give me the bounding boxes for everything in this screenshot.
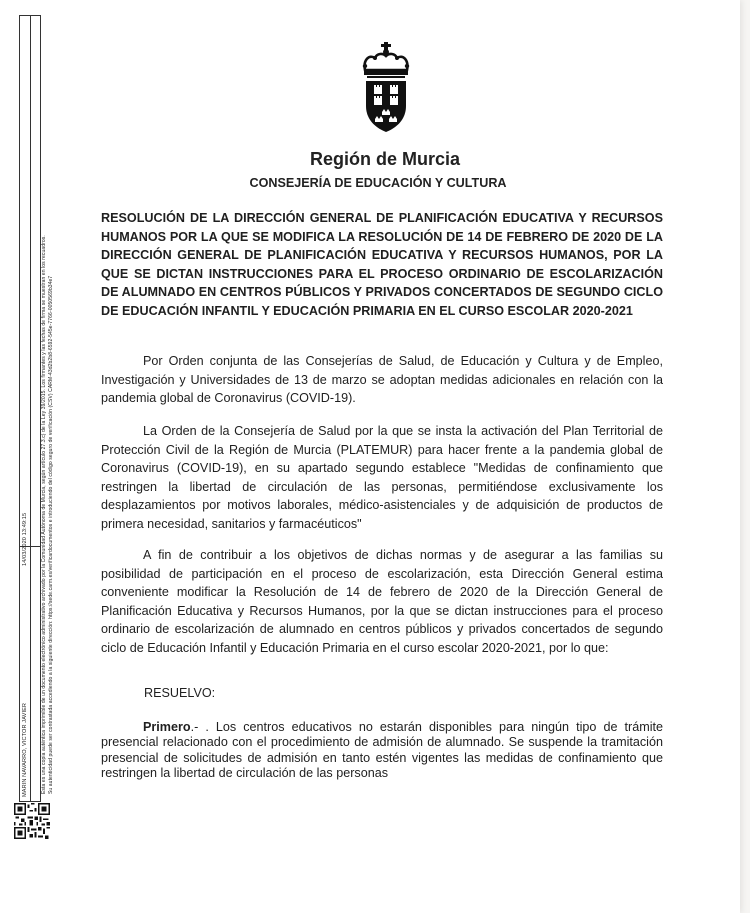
resuelvo-heading: RESUELVO: [144, 686, 216, 700]
primero-label: Primero [143, 720, 191, 734]
resolution-title: RESOLUCIÓN DE LA DIRECCIÓN GENERAL DE PLANIFICACIÓN EDUCATIVA Y RECURSOS HUMANOS POR LA QUE SE MODIFICA LA RESOLUCIÓN DE 14 DE FEBRERO DE 2020 DE LA DIRECCIÓN GENERAL DE PLANIFICACIÓN EDUCATIVA Y RECURSOS HUMANOS, POR LA QUE SE DICTAN INSTRUCCIONES PARA EL PROCESO ORDINARIO DE ESCOLARIZACIÓN DE ALUMNADO EN CENTROS PÚBLICOS Y PRIVADOS CONCERTADOS DE SEGUNDO CICLO DE EDUCACIÓN INFANTIL Y EDUCACIÓN PRIMARIA EN EL CURSO ESCOLAR 2020-2021 [101, 211, 663, 318]
region-name: Región de Murcia [309, 149, 461, 169]
verification-qr-code-icon [14, 803, 50, 839]
paragraph-2: La Orden de la Consejería de Salud por la que se insta la activación del Plan Territorial de Protección Civil de la Región de Murcia (PLATEMUR) para hacer frente a la pandemia global de Coronavirus (COVID-19), en su apartado segundo establece "Medidas de confinamiento que restringen la libertad de circulación de las personas, permitiéndose exclusivamente los desplazamientos por motivos laborales, médico-asistenciales y de adquisición de productos de primera necesidad, sanitarios y farmacéuticos" [101, 424, 663, 531]
primero-text: .- . Los centros educativos no estarán disponibles para ningún tipo de trámite presencial relacionado con el procedimiento de admisión de alumnado. Se suspende la tramitación presencial de solicitudes de admisión en tanto estén vigentes las medidas de confinamiento que restringen la libertad de circulación de las personas [101, 720, 663, 781]
signature-strip [19, 15, 41, 802]
signer-name: MARIN NAVARRO, VICTOR JAVIER [22, 702, 28, 797]
paragraph-1: Por Orden conjunta de las Consejerías de Salud, de Educación y Cultura y de Empleo, Investigación y Universidades de 13 de marzo se adoptan medidas adicionales en relación con la pandemia global de Coronavirus (COVID-19). [101, 354, 663, 406]
signature-date: 14/03/2020 13:49:15 [22, 512, 28, 566]
region-de-murcia-crest-icon [359, 42, 413, 134]
paragraph-3: A fin de contribuir a los objetivos de dichas normas y de asegurar a las familias su posibilidad de participación en el proceso de escolarización, esta Dirección General estima conveniente modificar la Resolución de 14 de febrero de 2020 de la Dirección General de Planificación Educativa y Recursos Humanos, por la que se dictan instrucciones para el proceso ordinario de escolarización de alumnado en centros públicos y privados concertados de segundo ciclo de Educación Infantil y Educación Primaria en el curso escolar 2020-2021, por lo que: [101, 548, 663, 655]
consejeria-name: CONSEJERÍA DE EDUCACIÓN Y CULTURA [249, 176, 507, 190]
legal-notice-line1: Esta es una copia auténtica imprimible de un documento electrónico administrativo archivado por la Comunidad Autónoma de Murcia, según artículo 27.3.c) de la Ley 39/2015. Los firmantes y las fechas de firma se muestran en los recuadros. [41, 235, 47, 794]
paragraph-primero [101, 720, 663, 782]
legal-notice-line2: Su autenticidad puede ser contrastada accediendo a la siguiente dirección: https://sede.carm.es/verificardocumentos e introduciendo del código seguro de verificación (CSV) CARM-43d2b2b8-6592-545e-7766-0050569b34e7 [48, 275, 54, 794]
